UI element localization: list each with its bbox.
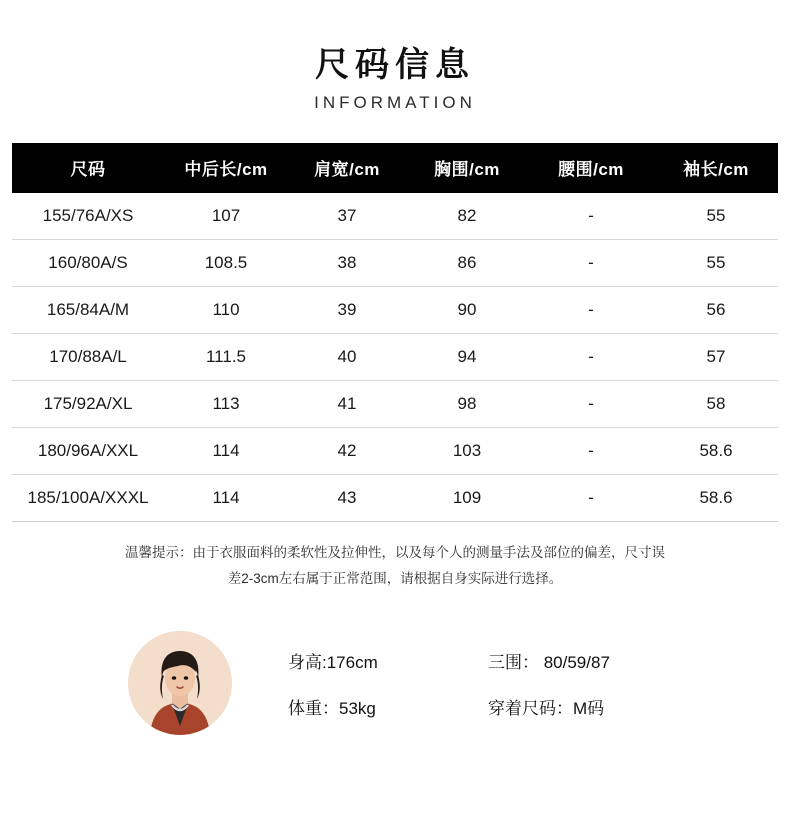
model-stats-left (288, 637, 488, 729)
cell-bust: 103 (406, 428, 528, 475)
cell-bust: 94 (406, 334, 528, 381)
table-row (12, 428, 778, 475)
cell-back-length: 114 (164, 428, 288, 475)
column-header-shoulder: 肩宽/cm (288, 143, 406, 193)
cell-bust: 86 (406, 240, 528, 287)
size-note-line-2: 差2-3cm左右属于正常范围，请根据自身实际进行选择。 (227, 570, 563, 586)
cell-waist: - (528, 381, 654, 428)
column-header-back-length: 中后长/cm (164, 143, 288, 193)
cell-sleeve: 55 (654, 240, 778, 287)
column-header-sleeve: 袖长/cm (654, 143, 778, 193)
table-row (12, 381, 778, 428)
table-row (12, 240, 778, 287)
size-note (60, 540, 730, 591)
model-height: 身高:176cm (288, 652, 378, 672)
cell-waist: - (528, 287, 654, 334)
model-stats-right (488, 637, 728, 729)
cell-size: 170/88A/L (12, 334, 164, 381)
cell-back-length: 107 (164, 193, 288, 240)
page-subtitle: INFORMATION (314, 92, 476, 112)
cell-sleeve: 56 (654, 287, 778, 334)
cell-size: 180/96A/XXL (12, 428, 164, 475)
cell-back-length: 110 (164, 287, 288, 334)
cell-bust: 90 (406, 287, 528, 334)
cell-sleeve: 55 (654, 193, 778, 240)
model-info (0, 631, 790, 735)
size-table (12, 143, 778, 523)
cell-sleeve: 58.6 (654, 428, 778, 475)
cell-back-length: 113 (164, 381, 288, 428)
cell-size: 175/92A/XL (12, 381, 164, 428)
cell-back-length: 108.5 (164, 240, 288, 287)
cell-size: 160/80A/S (12, 240, 164, 287)
cell-back-length: 114 (164, 475, 288, 522)
page-header (0, 0, 790, 113)
column-header-bust: 胸围/cm (406, 143, 528, 193)
cell-size: 155/76A/XS (12, 193, 164, 240)
cell-bust: 82 (406, 193, 528, 240)
cell-shoulder: 42 (288, 428, 406, 475)
cell-bust: 98 (406, 381, 528, 428)
cell-sleeve: 58.6 (654, 475, 778, 522)
table-row (12, 193, 778, 240)
table-header-row (12, 143, 778, 193)
cell-bust: 109 (406, 475, 528, 522)
table-header (12, 143, 778, 193)
model-stats (288, 637, 728, 729)
cell-shoulder: 40 (288, 334, 406, 381)
cell-back-length: 111.5 (164, 334, 288, 381)
table-row (12, 334, 778, 381)
model-weight: 体重：53kg (288, 698, 376, 718)
avatar (128, 631, 232, 735)
cell-waist: - (528, 240, 654, 287)
table-row (12, 287, 778, 334)
model-measurements: 三围： 80/59/87 (488, 652, 610, 672)
cell-shoulder: 41 (288, 381, 406, 428)
cell-waist: - (528, 475, 654, 522)
cell-size: 165/84A/M (12, 287, 164, 334)
cell-waist: - (528, 193, 654, 240)
cell-shoulder: 37 (288, 193, 406, 240)
page-title: 尺码信息 (315, 46, 475, 84)
cell-shoulder: 38 (288, 240, 406, 287)
cell-size: 185/100A/XXXL (12, 475, 164, 522)
size-note-line-1: 温馨提示：由于衣服面料的柔软性及拉伸性，以及每个人的测量手法及部位的偏差，尺寸误 (125, 545, 665, 560)
cell-sleeve: 57 (654, 334, 778, 381)
cell-sleeve: 58 (654, 381, 778, 428)
model-portrait-icon (128, 631, 232, 735)
table-body (12, 193, 778, 522)
model-wearing-size: 穿着尺码：M码 (488, 698, 605, 718)
table-row (12, 475, 778, 522)
column-header-size: 尺码 (12, 143, 164, 193)
column-header-waist: 腰围/cm (528, 143, 654, 193)
cell-shoulder: 39 (288, 287, 406, 334)
size-table-wrapper (12, 143, 778, 523)
cell-waist: - (528, 334, 654, 381)
cell-waist: - (528, 428, 654, 475)
cell-shoulder: 43 (288, 475, 406, 522)
